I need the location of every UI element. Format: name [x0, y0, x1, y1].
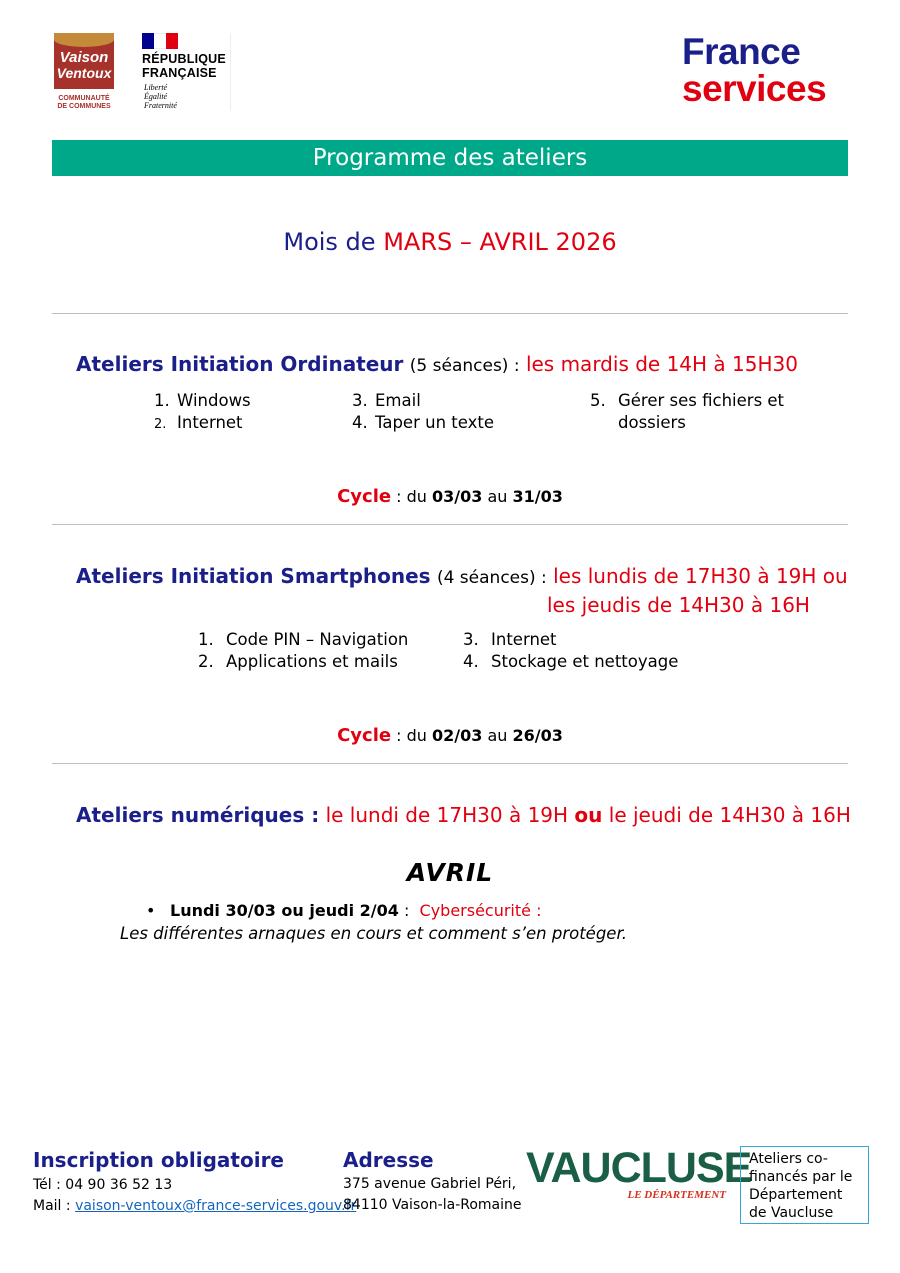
fs-line-2: services — [682, 68, 827, 109]
logo-subtitle-2: DE COMMUNES — [57, 103, 111, 110]
logo-text-vaison: Vaison — [59, 49, 109, 66]
month-subheading: AVRIL — [406, 858, 494, 887]
rf-motto-1: Liberté — [144, 83, 168, 92]
list-item-continued: dossiers — [618, 413, 686, 432]
list-item: 4. Stockage et nettoyage — [463, 652, 679, 671]
address-line-1: 375 avenue Gabriel Péri, — [343, 1176, 517, 1192]
month-heading — [0, 228, 900, 256]
vaucluse-sub: LE DÉPARTEMENT — [627, 1189, 726, 1201]
rf-motto-3: Fraternité — [144, 101, 177, 110]
rf-line-2: FRANÇAISE — [142, 66, 217, 80]
divider — [52, 763, 848, 764]
schedule-a: le lundi de 17H30 à 19H — [325, 803, 569, 827]
cycle-smartphones: Cycle : du 02/03 au 26/03 — [337, 725, 563, 746]
list-item: 2. Internet — [154, 413, 243, 432]
rf-line-1: RÉPUBLIQUE — [142, 52, 226, 66]
vaucluse-name: VAUCLUSE — [526, 1144, 752, 1192]
list-item: 3. Email — [352, 391, 421, 410]
section-ordinateur-heading — [76, 352, 798, 376]
france-services-logo — [682, 33, 852, 107]
list-item: 1. Windows — [154, 391, 251, 410]
fs-line-1: France — [682, 31, 801, 72]
inscription-block — [33, 1148, 356, 1217]
address-title: Adresse — [343, 1148, 434, 1172]
list-item: 5. Gérer ses fichiers et — [590, 391, 785, 410]
section-sessions: (4 séances) : — [436, 568, 547, 588]
section-smartphones-heading — [76, 564, 848, 588]
cofinance-box: Ateliers co- financés par le Département de Vaucluse — [740, 1146, 869, 1224]
list-item: 4. Taper un texte — [352, 413, 494, 432]
divider — [52, 524, 848, 525]
list-item: 3. Internet — [463, 630, 557, 649]
section-schedule: les lundis de 17H30 à 19H ou — [553, 564, 848, 588]
program-banner: Programme des ateliers — [52, 140, 848, 176]
section-title: Ateliers numériques : — [76, 803, 320, 827]
address-line-2: 84110 Vaison-la-Romaine — [343, 1197, 522, 1213]
email-link[interactable]: vaison-ventoux@france-services.gouv.fr — [75, 1198, 357, 1214]
list-item: 2. Applications et mails — [198, 652, 398, 671]
section-schedule-2: les jeudis de 14H30 à 16H — [547, 593, 810, 617]
schedule-b: le jeudi de 14H30 à 16H — [608, 803, 851, 827]
section-title: Ateliers Initiation Ordinateur — [76, 352, 404, 376]
inscription-title: Inscription obligatoire — [33, 1148, 284, 1172]
month-period: MARS – AVRIL 2026 — [383, 228, 617, 256]
mail-line: Mail : vaison-ventoux@france-services.gouv.fr — [33, 1198, 357, 1214]
phone-line: Tél : 04 90 36 52 13 — [33, 1177, 173, 1193]
divider — [52, 313, 848, 314]
logo-text-ventoux: Ventoux — [56, 65, 112, 81]
section-schedule: les mardis de 14H à 15H30 — [525, 352, 798, 376]
schedule-or: ou — [574, 803, 603, 827]
section-numeriques-heading — [76, 803, 851, 827]
bullet-icon: • — [146, 901, 156, 920]
section-title: Ateliers Initiation Smartphones — [76, 564, 431, 588]
workshop-topic: Cybersécurité : — [419, 901, 542, 920]
month-prefix: Mois de — [283, 228, 384, 256]
logo-subtitle-1: COMMUNAUTÉ — [58, 95, 110, 102]
address-block — [343, 1148, 522, 1216]
workshop-description: Les différentes arnaques en cours et comment s’en protéger. — [120, 924, 627, 943]
rf-motto-2: Égalité — [144, 92, 168, 101]
cycle-ordinateur: Cycle : du 03/03 au 31/03 — [337, 486, 563, 507]
vaucluse-logo — [526, 1144, 752, 1201]
list-item: 1. Code PIN – Navigation — [198, 630, 409, 649]
phone-number: 04 90 36 52 13 — [65, 1177, 173, 1193]
republique-francaise-logo — [142, 33, 232, 113]
workshop-date: Lundi 30/03 ou jeudi 2/04 — [170, 901, 399, 920]
section-sessions: (5 séances) : — [409, 356, 520, 376]
workshop-bullet: • Lundi 30/03 ou jeudi 2/04 : Cybersécurité : — [146, 901, 542, 920]
vaison-ventoux-logo — [54, 33, 114, 111]
french-flag-icon — [142, 33, 178, 49]
